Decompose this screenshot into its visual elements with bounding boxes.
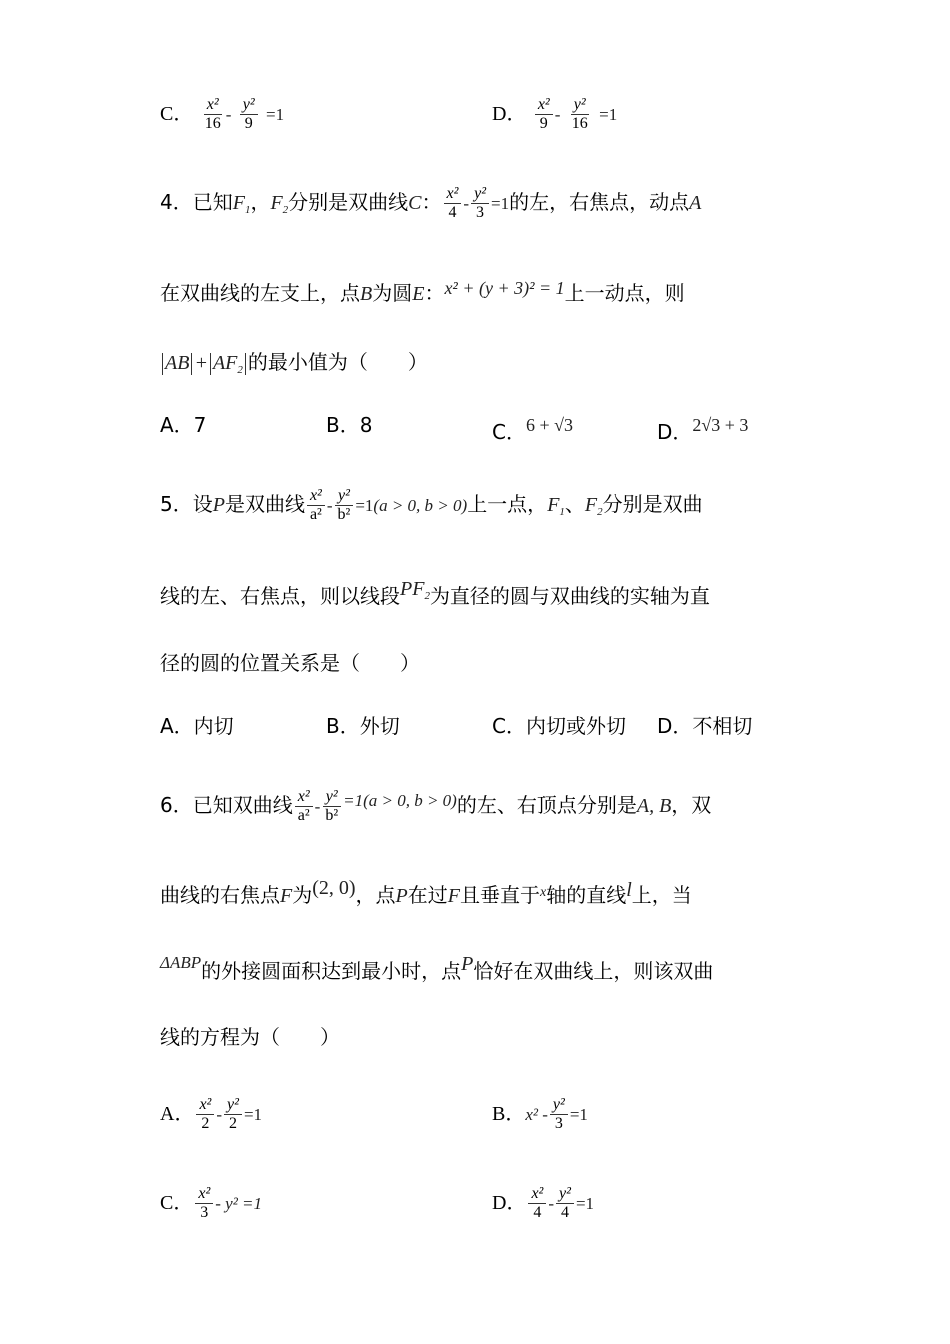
q4-line-1: 4．已知$F_1$，$F_2$分别是双曲线C： $\frac{\text{x²}}{4}$ - $\frac{\text{y²}}{3}$ =1的左，右焦点，动点A bbox=[160, 185, 702, 221]
q6-line-1: 6．已知双曲线 $\frac{\text{x²}}{\text{a²}}$ - $\frac{\text{y²}}{\text{b²}}$ $^{=1(a > 0, b > 0)}$的左、右顶点分别是A, B，双 bbox=[160, 788, 712, 824]
q5-option-b[interactable]: B．外切 bbox=[326, 714, 400, 738]
q6-option-c[interactable]: C． $\frac{\text{x²}}{3}$ - y² =1 bbox=[160, 1185, 263, 1221]
equation-rhs: =1 bbox=[599, 105, 618, 124]
fraction: $\frac{\text{y²}}{4}$ bbox=[556, 1185, 574, 1222]
fraction: $\frac{\text{y²}}{2}$ bbox=[224, 1096, 242, 1133]
option-label: D． bbox=[492, 103, 527, 125]
option-label: C． bbox=[160, 103, 194, 125]
fraction: $\frac{\text{x²}}{4}$ bbox=[528, 1185, 546, 1222]
q6-option-b[interactable]: B．x² - $\frac{\text{y²}}{3}$ =1 bbox=[492, 1096, 588, 1132]
question-number: 5． bbox=[160, 492, 193, 516]
min-expression: AB + $AF_2$ bbox=[160, 352, 248, 374]
q5-option-d[interactable]: D．不相切 bbox=[657, 714, 753, 738]
fraction: $\frac{\text{x²}}{\text{a²}}$ bbox=[307, 487, 325, 524]
fraction: $\frac{\text{x²}}{4}$ bbox=[444, 185, 462, 222]
q4-option-d[interactable]: D．2√3 + 3 bbox=[657, 415, 749, 444]
fraction: $\frac{\text{y²}}{3}$ bbox=[471, 185, 489, 222]
question-number: 6． bbox=[160, 793, 193, 817]
q4-option-c[interactable]: C．6 + √3 bbox=[492, 415, 573, 444]
fraction: $\frac{\text{y²}}{3}$ bbox=[550, 1096, 568, 1133]
q3-option-c[interactable]: C． $\frac{\text{x²}}{16}$ - $\frac{\text{y²}}{9}$ =1 bbox=[160, 96, 285, 132]
q4-line-3: AB + $AF_2$ 的最小值为（ ） bbox=[160, 348, 428, 384]
fraction: $\frac{\text{y²}}{\text{b²}}$ bbox=[322, 788, 341, 825]
question-number: 4． bbox=[160, 190, 193, 214]
q3-option-d[interactable]: D． $\frac{\text{x²}}{9}$ - $\frac{\text{y²}}{16}$ =1 bbox=[492, 96, 618, 132]
fraction: $\frac{\text{x²}}{16}$ bbox=[204, 96, 221, 132]
q5-option-a[interactable]: A．内切 bbox=[160, 714, 234, 738]
fraction: $\frac{\text{x²}}{\text{a²}}$ bbox=[295, 788, 313, 825]
q4-line-2: 在双曲线的左支上，点B为圆E：x² + (y + 3)² = 1上一动点，则 bbox=[160, 278, 685, 305]
q5-line-3: 径的圆的位置关系是（ ） bbox=[160, 651, 420, 675]
q6-line-2: 曲线的右焦点F为(2, 0)，点P在过F且垂直于$^x$轴的直线l上，当 bbox=[160, 877, 692, 907]
fraction: $\frac{\text{x²}}{2}$ bbox=[196, 1096, 214, 1133]
q6-option-a[interactable]: A． $\frac{\text{x²}}{2}$ - $\frac{\text{y²}}{2}$ =1 bbox=[160, 1096, 263, 1132]
circle-equation: x² + (y + 3)² = 1 bbox=[444, 278, 565, 298]
fraction: $\frac{\text{y²}}{16}$ bbox=[571, 96, 588, 132]
q5-option-c[interactable]: C．内切或外切 bbox=[492, 714, 626, 738]
fraction: $\frac{\text{y²}}{\text{b²}}$ bbox=[335, 487, 354, 524]
q4-option-b[interactable]: B．8 bbox=[326, 413, 373, 437]
q6-line-4: 线的方程为（ ） bbox=[160, 1025, 340, 1049]
fraction: $\frac{\text{y²}}{9}$ bbox=[240, 96, 258, 133]
fraction: $\frac{\text{x²}}{3}$ bbox=[195, 1185, 213, 1222]
q6-option-d[interactable]: D． $\frac{\text{x²}}{4}$ - $\frac{\text{y²}}{4}$ =1 bbox=[492, 1185, 595, 1221]
equation-rhs: =1 bbox=[266, 105, 285, 124]
q5-line-1: 5．设P是双曲线 $\frac{\text{x²}}{\text{a²}}$ - $\frac{\text{y²}}{\text{b²}}$ =1(a > 0, b > 0)上一点，$F_1$、$F_2$分别是双曲 bbox=[160, 487, 703, 523]
q6-line-3: $^{\Delta ABP}$的外接圆面积达到最小时，点P恰好在双曲线上，则该双曲 bbox=[160, 953, 714, 983]
q5-line-2: 线的左、右焦点，则以线段$PF_2$为直径的圆与双曲线的实轴为直 bbox=[160, 578, 710, 608]
q4-option-a[interactable]: A．7 bbox=[160, 413, 207, 437]
fraction: $\frac{\text{x²}}{9}$ bbox=[535, 96, 553, 133]
